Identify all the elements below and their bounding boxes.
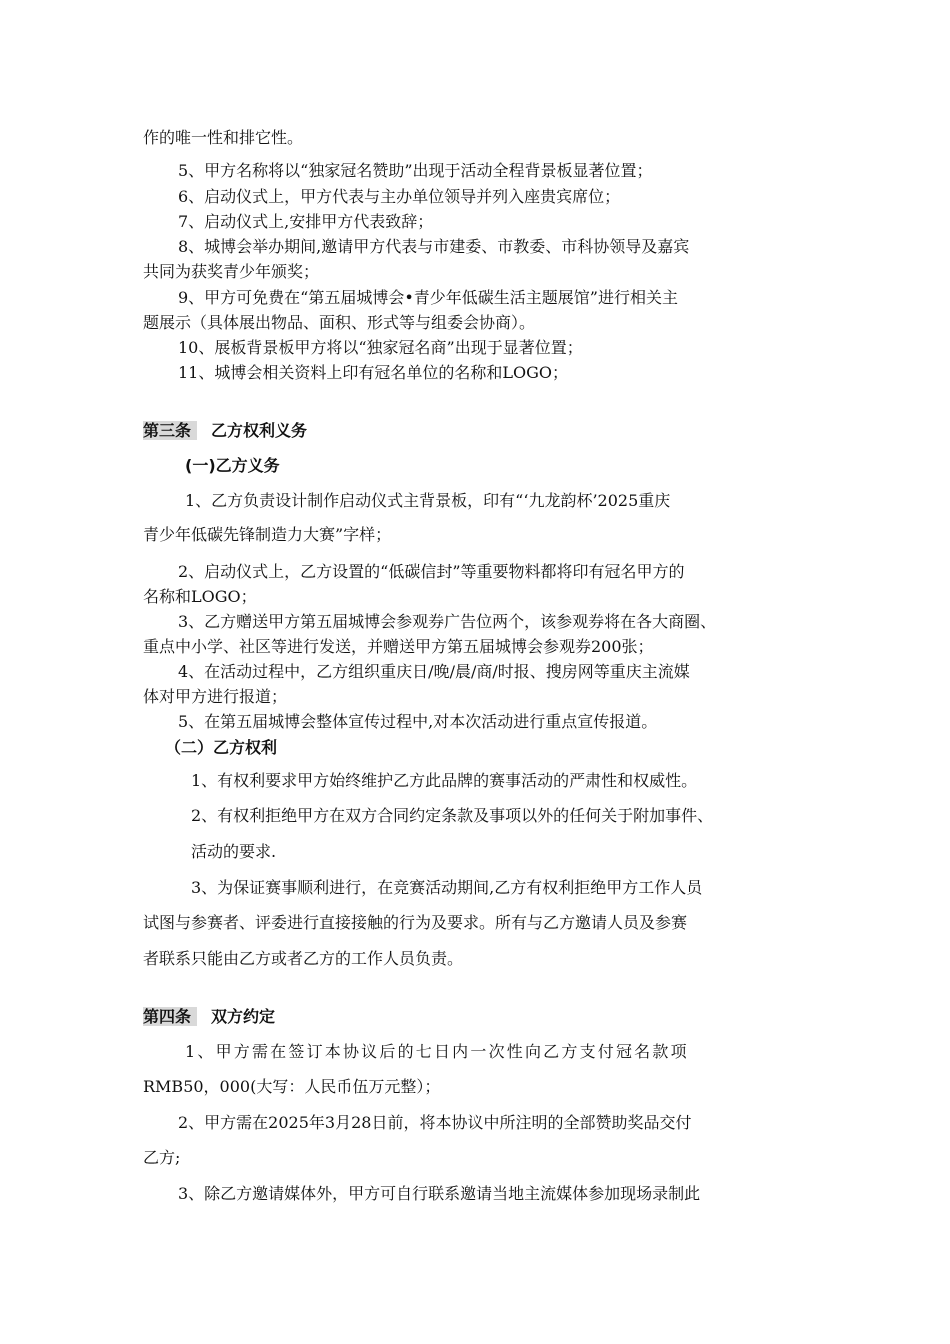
party-b-right-1: 1、有权利要求甲方始终维护乙方此品牌的赛事活动的严肃性和权威性。 xyxy=(191,771,698,790)
mutual-3: 3、除乙方邀请媒体外，甲方可自行联系邀请当地主流媒体参加现场录制此 xyxy=(178,1184,701,1203)
mutual-2: 2、甲方需在2025年3月28日前，将本协议中所注明的全部赞助奖品交付 xyxy=(178,1113,692,1132)
party-b-duty-1: 1、乙方负责设计制作启动仪式主背景板，印有“‘九龙韵杯’2025重庆 xyxy=(185,491,671,510)
party-b-duty-1-cont: 青少年低碳先锋制造力大赛”字样； xyxy=(143,525,392,544)
party-b-right-3-cont1: 试图与参赛者、评委进行直接接触的行为及要求。所有与乙方邀请人员及参赛 xyxy=(143,913,688,932)
party-b-duties-heading: (一)乙方义务 xyxy=(185,456,280,475)
party-b-rights-heading: （二）乙方权利 xyxy=(165,738,278,757)
party-b-right-3-cont2: 者联系只能由乙方或者乙方的工作人员负责。 xyxy=(143,949,464,968)
party-b-duty-4-cont: 体对甲方进行报道； xyxy=(143,687,288,706)
mutual-1: 1、甲方需在签订本协议后的七日内一次性向乙方支付冠名款项 xyxy=(185,1042,689,1061)
article-4-heading xyxy=(143,1007,275,1027)
party-a-right-8-cont: 共同为获奖青少年颁奖； xyxy=(143,262,320,281)
party-b-right-2-cont: 活动的要求. xyxy=(191,842,277,861)
party-a-right-7: 7、启动仪式上,安排甲方代表致辞； xyxy=(178,212,434,231)
party-b-right-3: 3、为保证赛事顺利进行，在竞赛活动期间,乙方有权利拒绝甲方工作人员 xyxy=(191,878,703,897)
mutual-2-cont: 乙方; xyxy=(143,1148,181,1167)
article-4-title: 双方约定 xyxy=(211,1007,276,1026)
party-b-duty-4: 4、在活动过程中，乙方组织重庆日/晚/晨/商/时报、搜房网等重庆主流媒 xyxy=(178,662,690,681)
party-a-right-9-cont: 题展示（具体展出物品、面积、形式等与组委会协商）。 xyxy=(143,313,536,332)
party-b-duty-3-cont: 重点中小学、社区等进行发送，并赠送甲方第五届城博会参观券200张； xyxy=(143,637,654,656)
party-a-right-10: 10、展板背景板甲方将以“独家冠名商”出现于显著位置； xyxy=(178,338,583,357)
article-3-heading xyxy=(143,421,307,441)
article-4-label: 第四条 xyxy=(143,1007,197,1026)
article-3-title: 乙方权利义务 xyxy=(211,421,308,440)
party-a-right-6: 6、启动仪式上，甲方代表与主办单位领导并列入座贵宾席位； xyxy=(178,187,621,206)
party-b-duty-3: 3、乙方赠送甲方第五届城博会参观券广告位两个，该参观券将在各大商圈、 xyxy=(178,612,717,631)
intro-tail: 作的唯一性和排它性。 xyxy=(143,128,304,147)
party-a-right-9: 9、甲方可免费在“第五届城博会•青少年低碳生活主题展馆”进行相关主 xyxy=(178,288,678,307)
party-a-right-5: 5、甲方名称将以“独家冠名赞助”出现于活动全程背景板显著位置； xyxy=(178,161,653,180)
party-b-duty-2: 2、启动仪式上，乙方设置的“低碳信封”等重要物料都将印有冠名甲方的 xyxy=(178,562,685,581)
party-b-duty-2-cont: 名称和LOGO； xyxy=(143,587,257,606)
mutual-1-cont: RMB50，000(大写：人民币伍万元整）； xyxy=(143,1077,441,1096)
article-3-label: 第三条 xyxy=(143,421,197,440)
party-a-right-11: 11、城博会相关资料上印有冠名单位的名称和LOGO； xyxy=(178,363,569,382)
party-b-duty-5: 5、在第五届城博会整体宣传过程中,对本次活动进行重点宣传报道。 xyxy=(178,712,658,731)
party-b-right-2: 2、有权利拒绝甲方在双方合同约定条款及事项以外的任何关于附加事件、 xyxy=(191,806,714,825)
party-a-right-8: 8、城博会举办期间,邀请甲方代表与市建委、市教委、市科协领导及嘉宾 xyxy=(178,237,690,256)
